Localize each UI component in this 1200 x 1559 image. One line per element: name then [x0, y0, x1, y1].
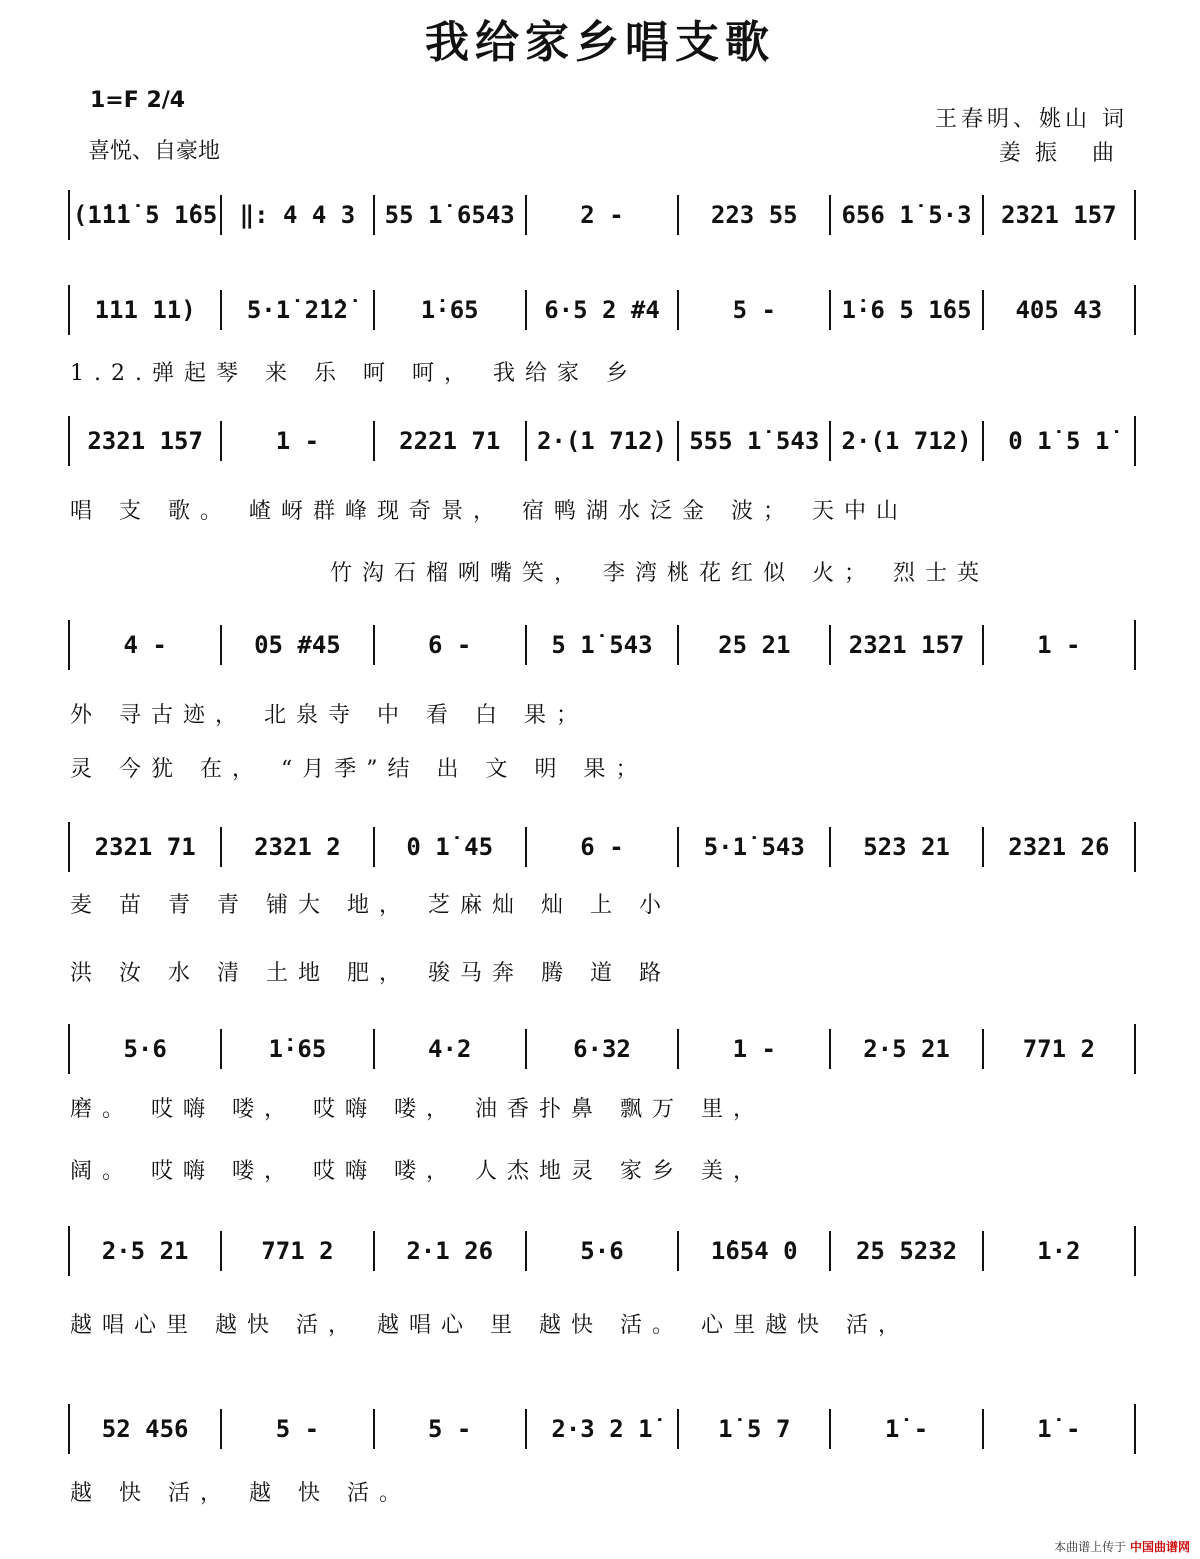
bar: 1 -: [982, 625, 1134, 665]
key-label: 1=F: [90, 88, 139, 113]
staff-line: [68, 285, 1136, 335]
staff-line: [68, 416, 1136, 466]
bar: ‖: 4 4 3: [220, 195, 372, 235]
bar: 2·(1 712): [525, 421, 677, 461]
bar: 1̇ -: [829, 1409, 981, 1449]
bar: 771 2: [982, 1029, 1134, 1069]
time-signature: 2/4: [146, 88, 186, 113]
lyric-line: 越唱心里 越快 活， 越唱心 里 越快 活。 心里越快 活，: [70, 1313, 910, 1338]
bar: 1̇·65: [220, 1029, 372, 1069]
bar: 2 -: [525, 195, 677, 235]
bar: 25 21: [677, 625, 829, 665]
staff-line: [68, 1226, 1136, 1276]
bar: 0 1̇ 45: [373, 827, 525, 867]
bar: 2321 26: [982, 827, 1134, 867]
bar: 4 -: [123, 631, 167, 659]
bar: 5 -: [220, 1409, 372, 1449]
bar: 1̇·6 5 1̇65: [829, 290, 981, 330]
bar: 523 21: [829, 827, 981, 867]
lyricist-credit: 王春明、姚山 词: [935, 107, 1128, 132]
lyric-line: 阔。 哎嗨 喽， 哎嗨 喽， 人杰地灵 家乡 美，: [70, 1159, 765, 1184]
bar: 1·2: [982, 1231, 1134, 1271]
bar: 2·5 21: [829, 1029, 981, 1069]
lyric-line: 洪 汝 水 清 土地 肥， 骏马奔 腾 道 路: [70, 961, 671, 986]
staff-line: [68, 190, 1136, 240]
bar: 52 456: [101, 1415, 189, 1443]
bar: 771 2: [220, 1231, 372, 1271]
bar: 2·5 21: [101, 1237, 189, 1265]
composer-credit: 姜振 曲: [999, 141, 1128, 166]
bar: 5·1̇ 2̇1̇2̇: [220, 290, 372, 330]
bar: 6·5 2 #4: [525, 290, 677, 330]
bar: 05 #45: [220, 625, 372, 665]
lyric-line: 磨。 哎嗨 喽， 哎嗨 喽， 油香扑鼻 飘万 里，: [70, 1097, 765, 1122]
staff-line: [68, 822, 1136, 872]
bar: 2·3 2 1̇: [525, 1409, 677, 1449]
bar: 25 5232: [829, 1231, 981, 1271]
bar: 5 -: [677, 290, 829, 330]
bar: 405 43: [982, 290, 1134, 330]
bar: 111 11): [94, 296, 196, 324]
lyric-line: 竹沟石榴咧嘴笑， 李湾桃花红似 火； 烈士英: [330, 561, 989, 586]
bar: 1 -: [220, 421, 372, 461]
upload-note: 本曲谱上传于: [1054, 1540, 1127, 1554]
bar: 6·32: [525, 1029, 677, 1069]
bar: 5 -: [373, 1409, 525, 1449]
bar: 1̇654 0: [677, 1231, 829, 1271]
lyric-line: 1.2.弹起琴 来 乐 呵 呵， 我给家 乡: [70, 361, 638, 386]
bar: 2·(1 712): [829, 421, 981, 461]
bar: 5·1̇ 543: [677, 827, 829, 867]
bar: (1̇1̇1̇ 5 1̇65: [72, 201, 218, 229]
staff-line: [68, 1024, 1136, 1074]
bar: 0 1̇ 5 1̇: [982, 421, 1134, 461]
lyric-line: 越 快 活， 越 快 活。: [70, 1481, 411, 1506]
bar: 6 -: [525, 827, 677, 867]
bar: 2321 157: [87, 427, 203, 455]
bar: 1̇·65: [373, 290, 525, 330]
bar: 2321 71: [94, 833, 196, 861]
lyric-line: 唱 支 歌。 嵖岈群峰现奇景， 宿鸭湖水泛金 波； 天中山: [70, 499, 908, 524]
site-logo-text: 中国曲谱网: [1129, 1540, 1190, 1554]
lyric-line: 外 寻古迹， 北泉寺 中 看 白 果；: [70, 703, 588, 728]
bar: 2321 157: [829, 625, 981, 665]
staff-line: [68, 1404, 1136, 1454]
bar: 555 1̇ 543: [677, 421, 829, 461]
bar: 1̇ -: [982, 1409, 1134, 1449]
bar: 5 1̇ 543: [525, 625, 677, 665]
bar: 1 -: [677, 1029, 829, 1069]
bar: 223 55: [677, 195, 829, 235]
source-footer: [1054, 1538, 1190, 1555]
bar: 6 -: [373, 625, 525, 665]
key-signature: [90, 88, 185, 113]
bar: 55 1̇ 6543: [373, 195, 525, 235]
bar: 4·2: [373, 1029, 525, 1069]
song-title: 我给家乡唱支歌: [425, 17, 775, 68]
staff-line: [68, 620, 1136, 670]
bar: 5·6: [525, 1231, 677, 1271]
bar: 656 1̇ 5·3: [829, 195, 981, 235]
bar: 2·1 26: [373, 1231, 525, 1271]
lyric-line: 灵 今犹 在， “月季”结 出 文 明 果；: [70, 757, 648, 782]
bar: 2321 2: [220, 827, 372, 867]
bar: 2321 157: [982, 195, 1134, 235]
bar: 1̇ 5 7: [677, 1409, 829, 1449]
lyric-line: 麦 苗 青 青 铺大 地， 芝麻灿 灿 上 小: [70, 893, 671, 918]
bar: 5·6: [123, 1035, 167, 1063]
tempo-marking: 喜悦、自豪地: [88, 139, 221, 164]
bar: 2221 71: [373, 421, 525, 461]
